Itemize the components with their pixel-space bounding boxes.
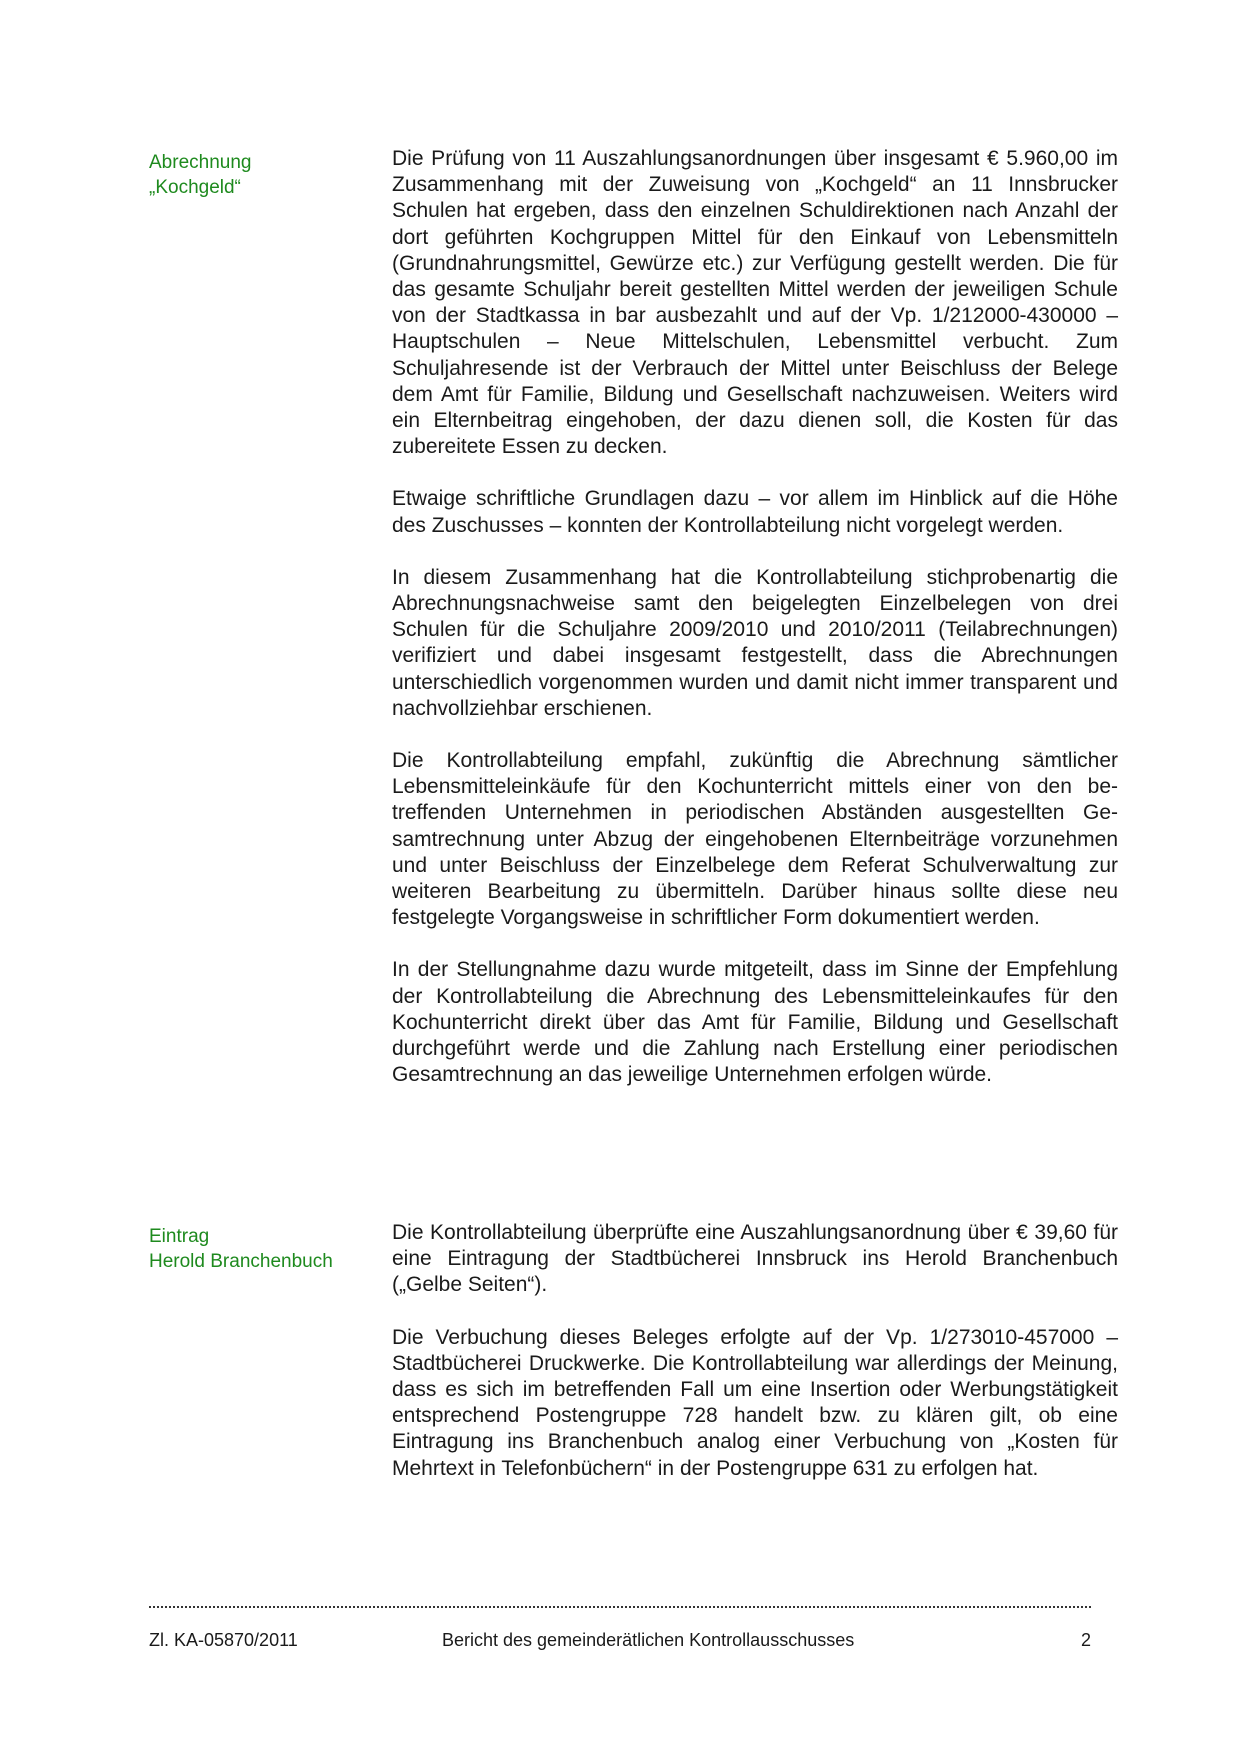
paragraph: Die Kontrollabteilung überprüfte eine Auszahlungsanordnung über € 39,60 für eine Eintragung der Stadtbücherei Innsbruck ins Herold Branchenbuch („Gelbe Seiten“).	[392, 1221, 1118, 1297]
footer-divider	[149, 1606, 1091, 1608]
margin-label-line: Abrechnung	[149, 152, 252, 173]
paragraph: Etwaige schriftliche Grundlagen dazu – vor allem im Hinblick auf die Höhe des Zuschusses – konnten der Kontrollabteilung nicht vorgelegt werden.	[392, 487, 1118, 537]
section-body	[392, 1220, 1118, 1508]
page-footer	[149, 1628, 1091, 1652]
margin-label-herold	[149, 1224, 379, 1274]
margin-label-line: Eintrag	[149, 1226, 210, 1247]
margin-label-line: Herold Branchenbuch	[149, 1251, 333, 1272]
paragraph: Die Kontrollabteilung empfahl, zukünftig die Abrechnung sämtlicher Lebensmitteleinkäufe für den Kochunterricht mittels einer von den betreffenden Unternehmen in periodischen Abständen ausgestellten Gesamtrechnung unter Abzug der eingehobenen Elternbeiträge vorzunehmen und unter Beischluss der Einzelbelege dem Referat Schulverwaltung zur weiteren Bearbeitung zu übermitteln. Darüber hinaus sollte diese neu festgelegte Vorgangsweise in schriftlicher Form dokumentiert werden.	[392, 749, 1118, 930]
margin-label-line: „Kochgeld“	[149, 177, 241, 198]
paragraph: Die Verbuchung dieses Beleges erfolgte auf der Vp. 1/273010-457000 – Stadtbücherei Druckwerke. Die Kontrollabteilung war allerdings der Meinung, dass es sich im betreffenden Fall um eine Insertion oder Werbungstätigkeit entsprechend Postengruppe 728 handelt bzw. zu klären gilt, ob eine Eintragung ins Branchenbuch analog einer Verbuchung von „Kosten für Mehrtext in Telefonbüchern“ in der Postengruppe 631 zu erfolgen hat.	[392, 1325, 1118, 1480]
margin-label-kochgeld	[149, 150, 379, 200]
paragraph: In der Stellungnahme dazu wurde mitgeteilt, dass im Sinne der Empfehlung der Kontrollabteilung die Abrechnung des Lebensmitteleinkaufes für den Kochunterricht direkt über das Amt für Familie, Bildung und Gesellschaft durchgeführt werde und die Zahlung nach Erstellung einer periodischen Gesamtrechnung an das jeweilige Unternehmen erfolgen würde.	[392, 958, 1118, 1087]
paragraph: In diesem Zusammenhang hat die Kontrollabteilung stichprobenartig die Abrechnungsnachweise samt den beigelegten Einzelbelegen von drei Schulen für die Schuljahre 2009/2010 und 2010/2011 (Teilabrechnungen) verifiziert und dabei insgesamt festgestellt, dass die Abrechnungen unterschiedlich vorgenommen wurden und damit nicht immer transparent und nachvollziehbar erschienen.	[392, 565, 1118, 720]
section-body	[392, 146, 1118, 1115]
page-number: 2	[1080, 1630, 1091, 1650]
footer-reference: Zl. KA-05870/2011	[149, 1630, 298, 1650]
paragraph: Die Prüfung von 11 Auszahlungsanordnungen über insgesamt € 5.960,00 im Zusammenhang mit der Zuweisung von „Kochgeld“ an 11 Innsbrucker Schulen hat ergeben, dass den einzelnen Schuldirektionen nach Anzahl der dort geführten Kochgruppen Mittel für den Einkauf von Lebensmitteln (Grundnahrungsmittel, Gewürze etc.) zur Verfügung gestellt werden. Die für das gesamte Schuljahr bereit gestellten Mittel werden der jeweiligen Schule von der Stadtkassa in bar ausbezahlt und auf der Vp. 1/212000-430000 – Hauptschulen – Neue Mittelschulen, Lebensmittel verbucht. Zum Schuljahresende ist der Verbrauch der Mittel unter Beischluss der Belege dem Amt für Familie, Bildung und Gesellschaft nachzuweisen. Weiters wird ein Elternbeitrag eingehoben, der dazu dienen soll, die Kosten für das zubereitete Essen zu decken.	[392, 147, 1118, 459]
footer-title: Bericht des gemeinderätlichen Kontrollausschusses	[442, 1630, 855, 1650]
